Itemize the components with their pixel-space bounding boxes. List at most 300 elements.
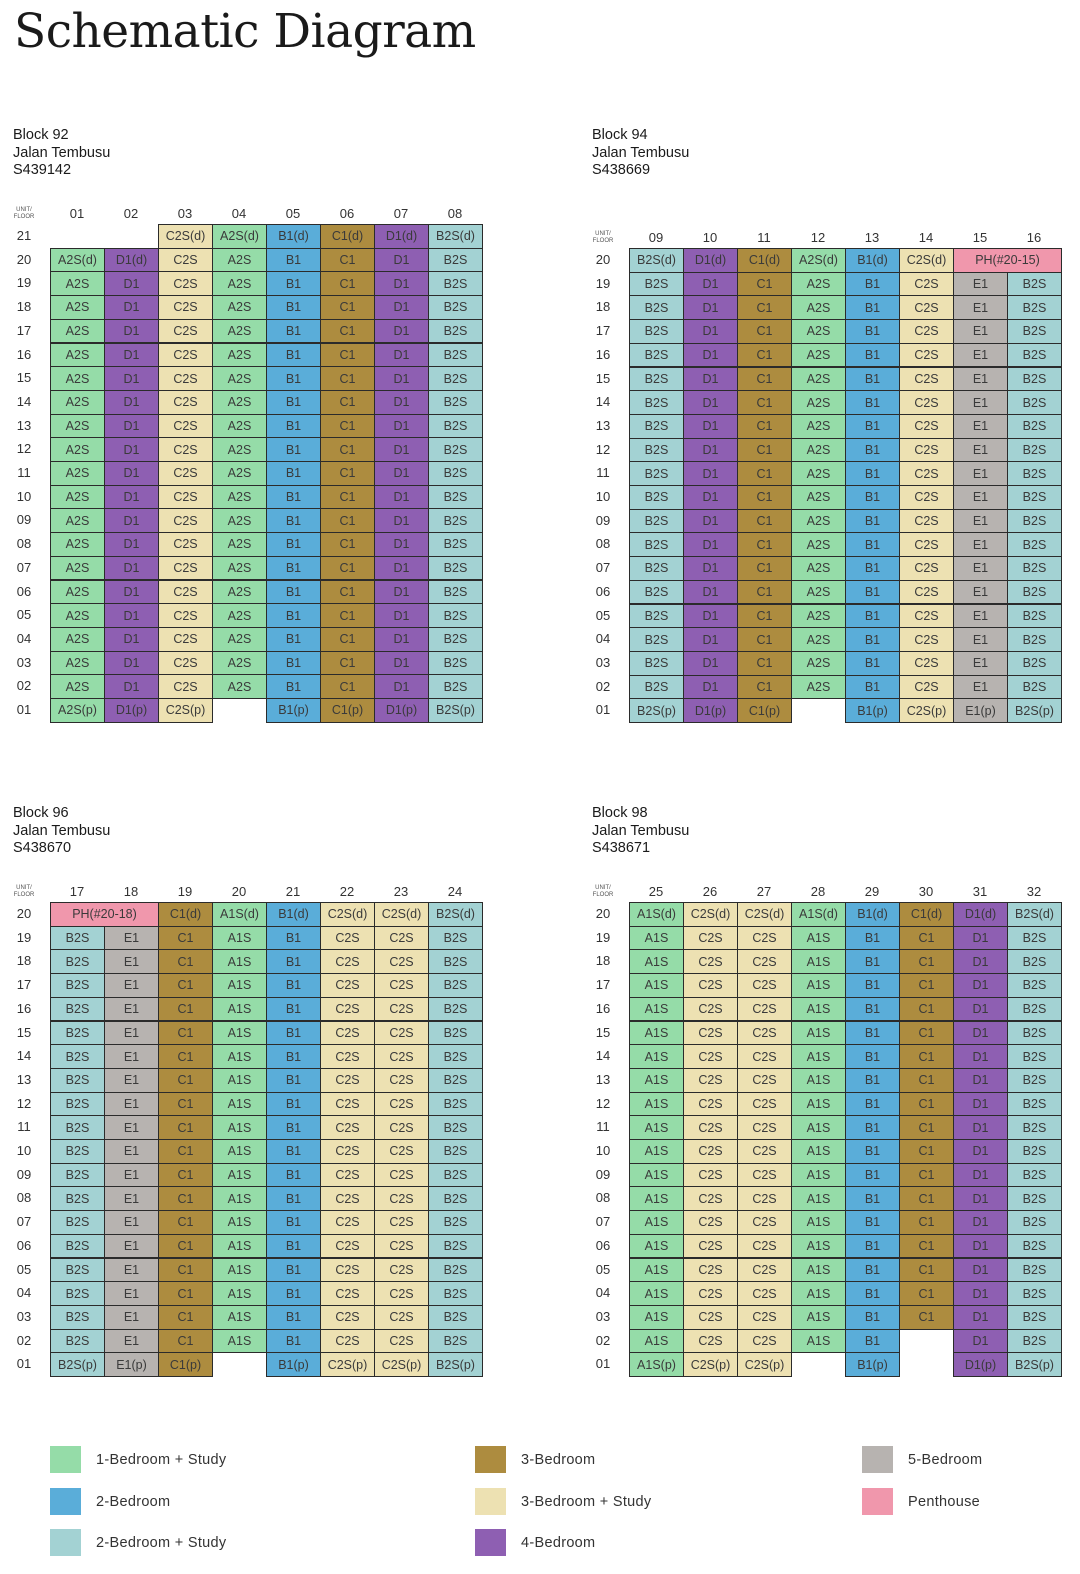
- unit-cell: A2S: [791, 675, 846, 700]
- unit-cell: E1: [953, 461, 1008, 486]
- floor-label: 02: [16, 678, 32, 694]
- unit-cell: A1S: [629, 1258, 684, 1283]
- unit-cell: C2S: [374, 1044, 429, 1069]
- legend-item: [475, 1529, 595, 1556]
- unit-column-header: 25: [648, 884, 664, 899]
- unit-cell: B1(p): [845, 1352, 900, 1377]
- unit-cell: C1: [737, 390, 792, 415]
- unit-cell: B2S: [428, 1281, 483, 1306]
- unit-cell: A1S: [212, 1234, 267, 1259]
- unit-cell: C2S: [320, 1258, 375, 1283]
- unit-cell: D1: [374, 414, 429, 439]
- unit-cell: B1: [845, 1068, 900, 1093]
- unit-cell: B2S: [1007, 556, 1062, 581]
- unit-cell: D1: [104, 343, 159, 368]
- unit-cell: C2S: [899, 461, 954, 486]
- unit-cell: B2S: [1007, 272, 1062, 297]
- unit-cell: D1: [683, 556, 738, 581]
- unit-cell: B2S(p): [1007, 698, 1062, 723]
- unit-cell: A1S: [791, 1186, 846, 1211]
- unit-cell: B1: [266, 1234, 321, 1259]
- unit-cell: C2S: [683, 1163, 738, 1188]
- unit-cell: C2S: [683, 1021, 738, 1046]
- unit-cell: B2S: [629, 343, 684, 368]
- unit-cell: C1: [899, 1092, 954, 1117]
- unit-cell: C2S: [158, 651, 213, 676]
- unit-cell: D1: [953, 1281, 1008, 1306]
- unit-cell: E1: [104, 1044, 159, 1069]
- unit-cell: C1: [320, 366, 375, 391]
- unit-cell: B2S: [428, 1139, 483, 1164]
- unit-cell: B1: [266, 556, 321, 581]
- unit-cell: C1(d): [899, 902, 954, 927]
- unit-cell: C2S: [320, 997, 375, 1022]
- unit-cell: C1: [899, 997, 954, 1022]
- unit-cell: A1S: [791, 926, 846, 951]
- unit-cell: C1: [737, 461, 792, 486]
- floor-label: 11: [596, 465, 610, 481]
- unit-cell: B2S: [428, 1234, 483, 1259]
- unit-cell: A2S: [791, 414, 846, 439]
- unit-cell: B2S: [629, 295, 684, 320]
- unit-cell: E1: [104, 1305, 159, 1330]
- unit-cell: C1: [899, 926, 954, 951]
- unit-cell: C1: [320, 343, 375, 368]
- unit-cell: B2S(d): [428, 902, 483, 927]
- unit-cell: C2S: [683, 1210, 738, 1235]
- legend-item: [862, 1488, 980, 1515]
- unit-cell: A1S: [629, 1281, 684, 1306]
- unit-cell: C2S: [737, 1234, 792, 1259]
- unit-column-header: 24: [447, 884, 463, 899]
- unit-cell: C2S: [683, 949, 738, 974]
- unit-cell: A2S: [791, 295, 846, 320]
- unit-cell: A2S: [791, 651, 846, 676]
- unit-cell: A1S: [791, 1139, 846, 1164]
- unit-cell: D1: [683, 675, 738, 700]
- unit-cell: C2S: [899, 295, 954, 320]
- legend-swatch: [475, 1488, 506, 1515]
- unit-cell: C2S: [374, 1021, 429, 1046]
- unit-caption: UNIT/: [595, 231, 611, 237]
- unit-cell: B2S: [50, 1186, 105, 1211]
- unit-cell: C2S: [158, 366, 213, 391]
- unit-cell: C2S: [320, 1305, 375, 1330]
- unit-cell: A2S: [791, 272, 846, 297]
- floor-label: 18: [595, 299, 611, 315]
- unit-cell: B2S: [50, 1163, 105, 1188]
- unit-cell: A2S: [50, 603, 105, 628]
- unit-cell: C2S: [320, 1044, 375, 1069]
- unit-cell: B2S: [428, 461, 483, 486]
- unit-cell: C2S: [158, 508, 213, 533]
- unit-cell: A1S: [629, 1186, 684, 1211]
- unit-cell: B1: [266, 973, 321, 998]
- unit-cell: B1: [266, 1115, 321, 1140]
- unit-cell: B2S: [428, 271, 483, 296]
- unit-column-header: 26: [702, 884, 718, 899]
- unit-cell: D1: [104, 390, 159, 415]
- unit-cell: B1(p): [845, 698, 900, 723]
- unit-cell: E1: [953, 319, 1008, 344]
- unit-cell: D1: [104, 627, 159, 652]
- unit-cell: B2S: [50, 1044, 105, 1069]
- floor-label: 08: [595, 536, 611, 552]
- unit-cell: E1: [104, 973, 159, 998]
- unit-cell: C2S: [374, 1305, 429, 1330]
- unit-cell: A1S: [791, 1163, 846, 1188]
- floor-label: 12: [595, 441, 611, 457]
- unit-cell: B2S: [50, 1092, 105, 1117]
- unit-cell: A2S: [791, 367, 846, 392]
- unit-cell: B1: [266, 390, 321, 415]
- unit-cell: B2S: [1007, 295, 1062, 320]
- unit-cell: B1: [266, 949, 321, 974]
- unit-cell: C1: [737, 651, 792, 676]
- floor-label: 01: [16, 1356, 32, 1372]
- unit-cell: D1(p): [374, 698, 429, 723]
- floor-label: 01: [16, 702, 32, 717]
- unit-cell: C2S: [320, 1021, 375, 1046]
- unit-cell: B1: [845, 1139, 900, 1164]
- unit-cell: A2S: [791, 390, 846, 415]
- unit-cell: B1: [266, 1163, 321, 1188]
- unit-cell: C2S: [320, 1281, 375, 1306]
- unit-cell: A2S: [212, 390, 267, 415]
- unit-cell: A1S: [791, 1210, 846, 1235]
- unit-cell: A2S: [212, 343, 267, 368]
- unit-cell: B1: [266, 1329, 321, 1354]
- unit-cell: C2S(p): [899, 698, 954, 723]
- unit-column-header: 09: [648, 230, 664, 245]
- unit-cell: A1S: [212, 1186, 267, 1211]
- unit-cell: C2S: [158, 603, 213, 628]
- floor-label: 02: [16, 1332, 32, 1348]
- unit-cell: C2S: [374, 1210, 429, 1235]
- unit-cell: B1: [266, 461, 321, 486]
- unit-cell: C2S(d): [320, 902, 375, 927]
- unit-cell: A2S: [50, 651, 105, 676]
- unit-cell: D1: [374, 248, 429, 273]
- unit-cell: C2S: [158, 580, 213, 605]
- floor-label: 19: [595, 929, 611, 945]
- floor-label: 01: [595, 702, 611, 718]
- unit-column-header: 14: [918, 230, 934, 245]
- unit-cell: D1: [104, 651, 159, 676]
- unit-cell: C2S: [158, 437, 213, 462]
- unit-column-header: 27: [756, 884, 772, 899]
- unit-cell: D1: [374, 366, 429, 391]
- unit-cell: D1: [953, 1163, 1008, 1188]
- unit-cell: A1S: [212, 1210, 267, 1235]
- unit-cell: C2S: [374, 1258, 429, 1283]
- unit-cell: C1: [320, 437, 375, 462]
- unit-cell: D1: [104, 580, 159, 605]
- unit-cell: C2S: [374, 1281, 429, 1306]
- unit-cell: C1: [158, 1281, 213, 1306]
- unit-cell: C2S: [320, 1234, 375, 1259]
- unit-cell: C2S: [683, 1329, 738, 1354]
- unit-cell: A1S(p): [629, 1352, 684, 1377]
- unit-cell: C1: [899, 1139, 954, 1164]
- unit-cell: A1S(d): [791, 902, 846, 927]
- unit-cell: C1: [320, 580, 375, 605]
- floor-caption: FLOOR: [592, 891, 614, 898]
- unit-cell: B2S(p): [50, 1352, 105, 1377]
- unit-cell: A2S: [50, 295, 105, 320]
- unit-cell: B1: [266, 1044, 321, 1069]
- unit-cell: C1: [899, 1044, 954, 1069]
- unit-cell: B1: [845, 604, 900, 629]
- unit-cell: C2S: [374, 1186, 429, 1211]
- unit-cell: B2S: [428, 556, 483, 581]
- unit-cell: C2S: [899, 367, 954, 392]
- unit-cell: D1: [683, 627, 738, 652]
- legend-swatch: [862, 1488, 893, 1515]
- unit-cell: A1S: [791, 1258, 846, 1283]
- block-name: Block 94: [592, 127, 648, 143]
- unit-cell: D1(p): [104, 698, 159, 723]
- unit-cell: D1(d): [374, 224, 429, 249]
- unit-cell: A1S: [629, 949, 684, 974]
- unit-cell: D1: [953, 1044, 1008, 1069]
- floor-label: 20: [16, 251, 32, 267]
- unit-cell: D1: [683, 438, 738, 463]
- unit-cell: C2S(p): [320, 1352, 375, 1377]
- unit-cell: B2S: [1007, 461, 1062, 486]
- unit-cell: B1: [845, 438, 900, 463]
- unit-cell: C1: [737, 367, 792, 392]
- unit-cell: C2S: [737, 1044, 792, 1069]
- unit-cell: A2S: [791, 580, 846, 605]
- unit-cell: B2S: [629, 319, 684, 344]
- unit-column-header: 28: [810, 884, 826, 899]
- unit-cell: C2S: [737, 1068, 792, 1093]
- unit-cell: E1: [953, 627, 1008, 652]
- unit-cell: B2S: [629, 414, 684, 439]
- unit-cell: C1(d): [320, 224, 375, 249]
- floor-label: 09: [595, 1166, 611, 1182]
- unit-cell: C1: [320, 390, 375, 415]
- block-postal: S439142: [13, 162, 72, 178]
- floor-label: 09: [595, 512, 611, 528]
- unit-cell: C2S: [899, 343, 954, 368]
- unit-cell: E1: [953, 343, 1008, 368]
- unit-cell: D1: [104, 532, 159, 557]
- unit-cell: C1: [320, 508, 375, 533]
- unit-cell: D1: [953, 997, 1008, 1022]
- unit-column-header: 29: [864, 884, 880, 899]
- floor-label: 12: [595, 1095, 611, 1111]
- unit-cell: A1S: [791, 1305, 846, 1330]
- unit-cell: A1S: [212, 1021, 267, 1046]
- unit-column-header: 13: [864, 230, 880, 245]
- unit-cell: A2S(p): [50, 698, 105, 723]
- unit-cell: E1: [104, 1186, 159, 1211]
- unit-cell: C2S: [320, 1186, 375, 1211]
- unit-cell: E1: [953, 295, 1008, 320]
- unit-cell: B1: [845, 343, 900, 368]
- unit-cell: C2S: [374, 1092, 429, 1117]
- block-name: Block 98: [592, 805, 648, 821]
- unit-cell: A2S: [212, 461, 267, 486]
- floor-label: 07: [16, 559, 32, 575]
- unit-cell: A1S: [212, 1044, 267, 1069]
- unit-cell: C2S: [683, 973, 738, 998]
- unit-cell: B2S: [428, 603, 483, 628]
- unit-cell: E1: [953, 556, 1008, 581]
- unit-cell: B2S: [1007, 627, 1062, 652]
- unit-cell: A1S: [629, 1305, 684, 1330]
- unit-cell: C2S: [374, 926, 429, 951]
- unit-cell: C2S: [158, 532, 213, 557]
- legend-item: [475, 1488, 651, 1515]
- unit-cell: B2S(p): [629, 698, 684, 723]
- unit-cell: E1: [104, 1258, 159, 1283]
- unit-cell: B1: [266, 926, 321, 951]
- unit-cell: B2S: [428, 1092, 483, 1117]
- floor-label: 12: [16, 441, 32, 457]
- floor-caption: FLOOR: [592, 237, 614, 244]
- unit-cell: C2S: [158, 319, 213, 344]
- unit-cell: D1: [104, 603, 159, 628]
- unit-cell: B2S: [1007, 532, 1062, 557]
- floor-label: 04: [595, 631, 611, 647]
- floor-label: 05: [16, 607, 32, 623]
- unit-cell: C2S: [899, 390, 954, 415]
- unit-cell: B2S: [1007, 1092, 1062, 1117]
- floor-label: 08: [16, 1190, 32, 1206]
- unit-cell: B1(d): [845, 902, 900, 927]
- unit-cell: C1: [737, 438, 792, 463]
- legend-swatch: [50, 1488, 81, 1515]
- unit-cell: C2S: [683, 1305, 738, 1330]
- floor-label: 13: [16, 1071, 32, 1087]
- unit-cell: A2S(d): [212, 224, 267, 249]
- unit-cell: B2S: [1007, 1281, 1062, 1306]
- unit-cell: C2S: [683, 1281, 738, 1306]
- unit-cell: A1S: [791, 1281, 846, 1306]
- unit-cell: A2S: [212, 580, 267, 605]
- block-postal: S438669: [592, 162, 651, 178]
- unit-cell: A1S: [791, 1044, 846, 1069]
- unit-cell: B2S: [428, 508, 483, 533]
- unit-cell: D1: [953, 1305, 1008, 1330]
- unit-cell: C2S: [158, 295, 213, 320]
- unit-cell: A1S: [212, 1092, 267, 1117]
- floor-label: 19: [595, 275, 611, 291]
- unit-cell: D1: [104, 461, 159, 486]
- unit-cell: B2S: [428, 627, 483, 652]
- unit-cell: C2S(d): [374, 902, 429, 927]
- unit-cell: C1(d): [737, 248, 792, 273]
- unit-cell: D1: [374, 271, 429, 296]
- unit-cell: C1: [899, 1305, 954, 1330]
- floor-label: 13: [595, 1071, 611, 1087]
- floor-label: 18: [16, 299, 32, 315]
- unit-cell: C1: [158, 1068, 213, 1093]
- floor-label: 20: [595, 906, 611, 921]
- floor-label: 18: [595, 953, 611, 969]
- unit-cell: B2S: [50, 1115, 105, 1140]
- unit-cell: A1S: [791, 949, 846, 974]
- unit-cell: E1: [104, 1139, 159, 1164]
- legend-item: [862, 1446, 982, 1473]
- unit-cell: C2S: [158, 343, 213, 368]
- unit-cell: D1: [374, 580, 429, 605]
- unit-cell: C2S: [683, 997, 738, 1022]
- unit-cell: B2S: [629, 532, 684, 557]
- unit-cell: D1: [104, 508, 159, 533]
- unit-cell: B2S: [428, 366, 483, 391]
- floor-label: 15: [595, 370, 611, 386]
- unit-cell: C2S: [899, 580, 954, 605]
- unit-cell: E1: [104, 949, 159, 974]
- unit-cell: B2S: [1007, 1258, 1062, 1283]
- block-street: Jalan Tembusu: [592, 144, 690, 161]
- unit-cell: C2S: [683, 1068, 738, 1093]
- unit-cell: E1: [953, 509, 1008, 534]
- unit-cell: D1(d): [683, 248, 738, 273]
- unit-cell: C1: [320, 603, 375, 628]
- unit-cell: B2S(d): [428, 224, 483, 249]
- unit-cell: B1: [845, 1281, 900, 1306]
- floor-label: 14: [595, 1048, 611, 1064]
- unit-cell: B1: [845, 1092, 900, 1117]
- unit-cell: C1: [320, 556, 375, 581]
- unit-cell: B2S: [428, 651, 483, 676]
- unit-cell: A1S(d): [629, 902, 684, 927]
- floor-label: 03: [595, 654, 611, 670]
- unit-cell: B2S: [50, 1139, 105, 1164]
- unit-cell: C1: [320, 248, 375, 273]
- unit-cell: B2S: [1007, 1044, 1062, 1069]
- unit-cell: A1S: [212, 997, 267, 1022]
- unit-caption: UNIT/: [16, 207, 32, 213]
- unit-cell: A2S: [212, 651, 267, 676]
- unit-cell: B2S: [1007, 1139, 1062, 1164]
- floor-label: 20: [16, 906, 32, 921]
- floor-label: 15: [16, 370, 32, 386]
- unit-cell: C1: [158, 1305, 213, 1330]
- unit-cell: C2S: [899, 438, 954, 463]
- unit-cell: C2S: [320, 1092, 375, 1117]
- unit-cell: D1: [953, 1021, 1008, 1046]
- unit-cell: E1: [104, 997, 159, 1022]
- unit-cell: B1: [266, 414, 321, 439]
- unit-cell: B1(p): [266, 1352, 321, 1377]
- unit-cell: D1: [374, 319, 429, 344]
- unit-cell: B1: [266, 1139, 321, 1164]
- unit-cell: B2S: [50, 1305, 105, 1330]
- unit-cell: B2S: [428, 1186, 483, 1211]
- unit-cell: C1: [899, 949, 954, 974]
- unit-cell: A2S: [791, 556, 846, 581]
- unit-cell: B1: [845, 461, 900, 486]
- unit-cell: C2S: [737, 1258, 792, 1283]
- unit-cell: A1S: [791, 1329, 846, 1354]
- unit-column-header: 23: [393, 884, 409, 899]
- unit-column-header: 22: [339, 884, 355, 899]
- unit-cell: C1: [320, 674, 375, 699]
- unit-cell: C2S: [737, 1186, 792, 1211]
- unit-cell: D1: [104, 271, 159, 296]
- unit-cell: C1: [320, 319, 375, 344]
- floor-label: 02: [595, 678, 611, 694]
- unit-cell: C2S: [737, 1092, 792, 1117]
- unit-cell: B1: [266, 1092, 321, 1117]
- unit-cell: B1: [845, 651, 900, 676]
